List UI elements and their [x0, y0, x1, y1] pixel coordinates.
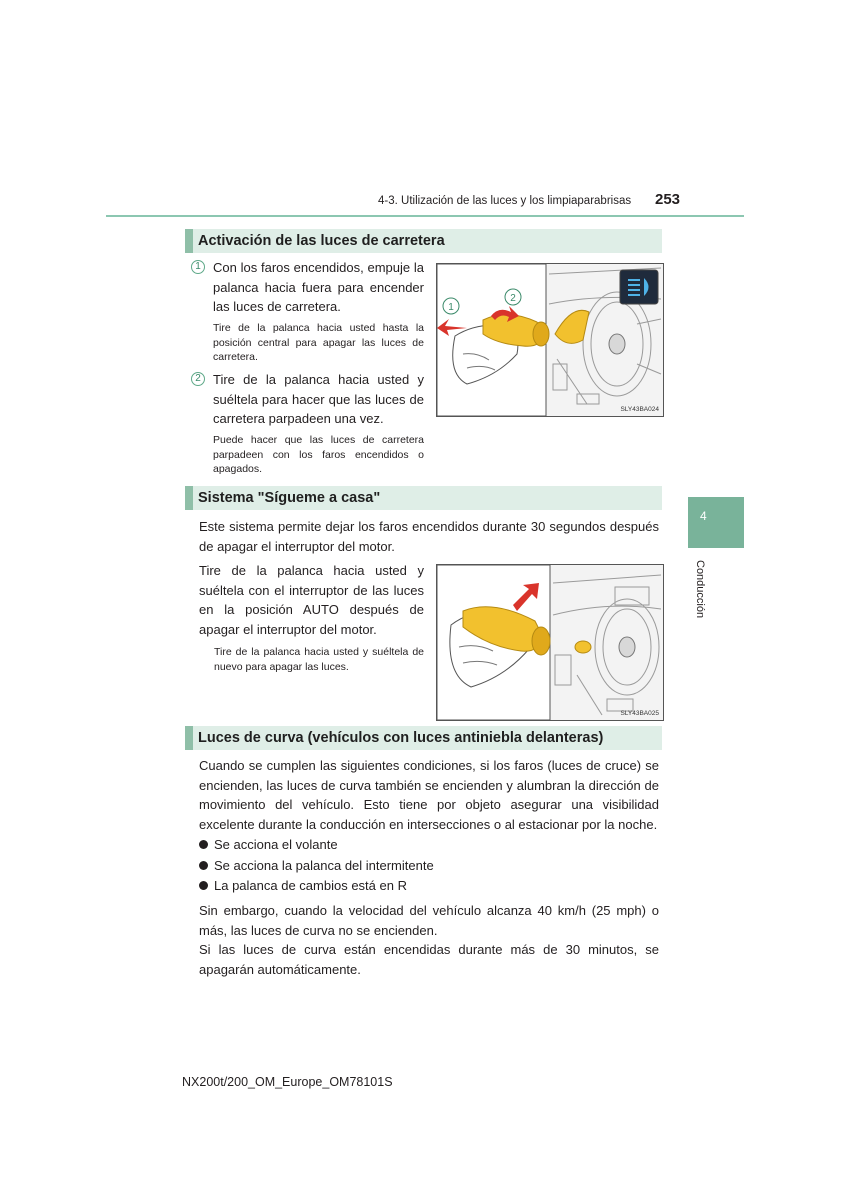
list-item: La palanca de cambios está en R [199, 876, 407, 895]
list-item: Se acciona la palanca del intermitente [199, 856, 434, 875]
section-heading-cornering-lights: Luces de curva (vehículos con luces antiniebla delanteras) [185, 726, 662, 750]
footer-code: NX200t/200_OM_Europe_OM78101S [182, 1075, 393, 1089]
header-rule [106, 215, 744, 217]
follow-me-body: Tire de la palanca hacia usted y suéltela con el interruptor de las luces en la posición AUTO después de apagar el interruptor del motor. [199, 563, 424, 637]
chapter-label: Conducción [694, 560, 706, 619]
step-2-note: Puede hacer que las luces de carretera parpadeen con los faros encendidos o apagados. [213, 434, 424, 475]
chapter-tab [688, 497, 744, 548]
figure-high-beam [436, 263, 664, 417]
chapter-label-container [694, 560, 710, 630]
running-header: 4-3. Utilización de las luces y los limpiaparabrisas [378, 195, 632, 207]
cornering-para-2: Si las luces de curva están encendidas durante más de 30 minutos, se apagarán automáticamente. [199, 942, 659, 977]
step-marker-2: 2 [191, 372, 205, 386]
step-1-text: Con los faros encendidos, empuje la palanca hacia fuera para encender las luces de carretera. [213, 260, 424, 314]
section-heading-high-beam: Activación de las luces de carretera [185, 229, 662, 253]
section-heading-follow-me-home: Sistema "Sígueme a casa" [185, 486, 662, 510]
step-2-text: Tire de la palanca hacia usted y suéltela para hacer que las luces de carretera parpadeen una vez. [213, 372, 424, 426]
bullet-icon [199, 861, 208, 870]
bullet-icon [199, 881, 208, 890]
figure-follow-me-home [436, 564, 664, 721]
cornering-para-1: Sin embargo, cuando la velocidad del vehículo alcanza 40 km/h (25 mph) o más, las luces de curva no se encienden. [199, 903, 659, 938]
callout-2: 2 [510, 293, 516, 304]
step-1-note: Tire de la palanca hacia usted hasta la posición central para apagar las luces de carretera. [213, 322, 424, 363]
follow-me-intro: Este sistema permite dejar los faros encendidos durante 30 segundos después de apagar el interruptor del motor. [199, 519, 659, 554]
step-marker-1: 1 [191, 260, 205, 274]
callout-1: 1 [448, 302, 454, 313]
figure-code: SLY43BA024 [620, 406, 659, 413]
cornering-intro: Cuando se cumplen las siguientes condiciones, si los faros (luces de cruce) se encienden, las luces de curva también se encienden y alumbran la dirección de movimiento del vehículo. Esto tiene por objeto asegurar una visibilidad excelente durante la conducción en intersecciones o al estacionar por la noche. [199, 758, 659, 832]
chapter-number: 4 [700, 509, 707, 523]
page-number: 253 [655, 191, 681, 208]
list-item: Se acciona el volante [199, 835, 338, 854]
follow-me-note: Tire de la palanca hacia usted y suéltela de nuevo para apagar las luces. [214, 646, 424, 673]
figure-code-2: SLY43BA025 [620, 710, 659, 717]
bullet-icon [199, 840, 208, 849]
